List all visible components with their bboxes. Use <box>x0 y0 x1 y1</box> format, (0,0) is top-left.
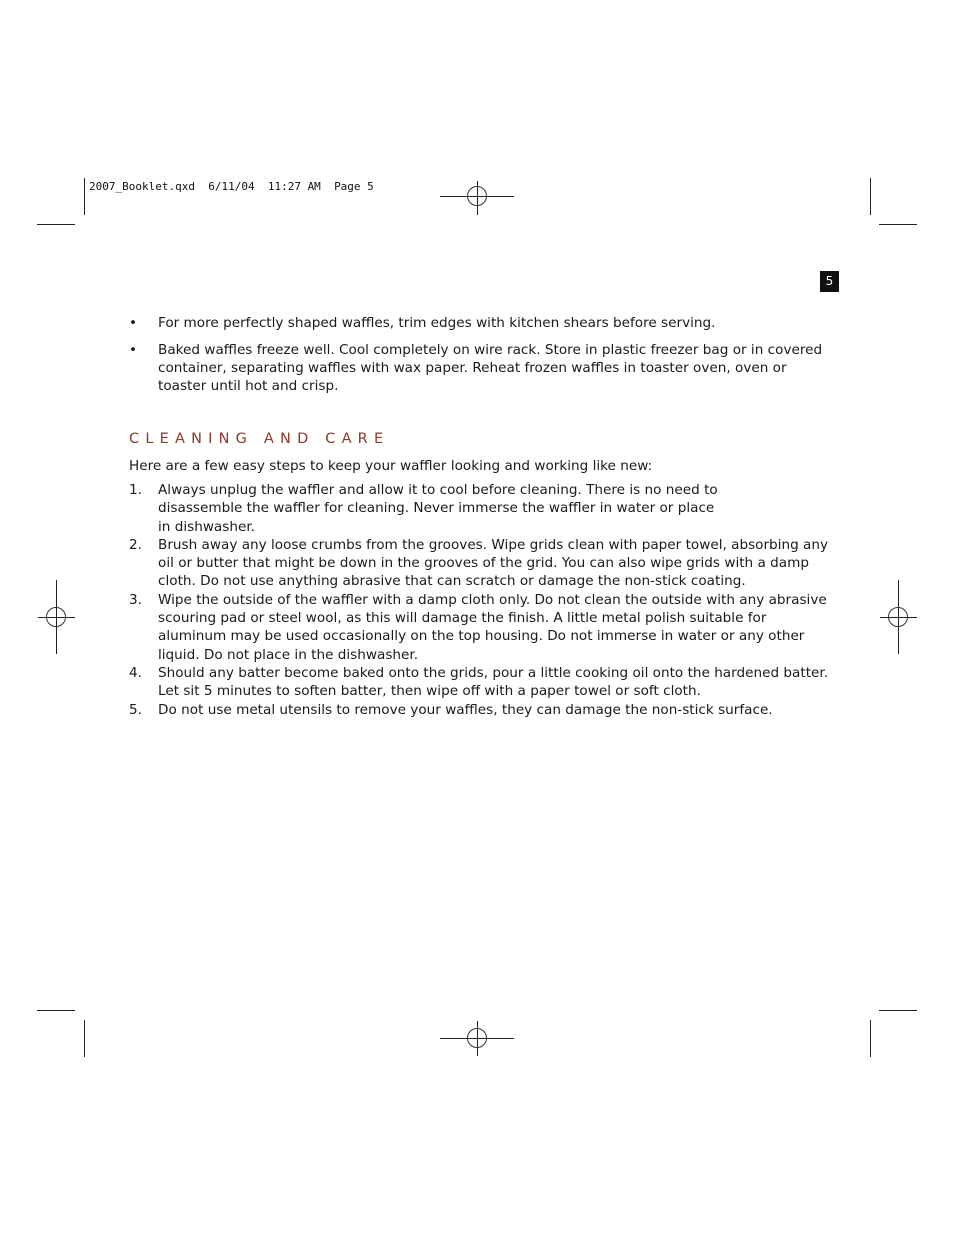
bullet-marker: • <box>129 315 138 331</box>
print-slug <box>89 180 374 193</box>
step-text: Always unplug the waffler and allow it to cool before cleaning. There is no need to disassemble the waffler for cleaning. Never immerse the waffler in water or place in dishwasher. <box>158 482 718 535</box>
registration-bottom-circle <box>467 1028 487 1048</box>
crop-mark-top-left-vertical <box>84 178 85 215</box>
step-text: Do not use metal utensils to remove your waffles, they can damage the non-stick surface. <box>158 701 773 718</box>
registration-right-circle <box>888 607 908 627</box>
step-number: 1. <box>129 482 142 498</box>
crop-mark-top-right-horizontal <box>879 224 917 225</box>
step-number: 3. <box>129 591 142 608</box>
crop-mark-top-right-vertical <box>870 178 871 215</box>
step-number: 2. <box>129 536 142 553</box>
crop-mark-top-left-horizontal <box>37 224 75 225</box>
crop-mark-bottom-right-vertical <box>870 1020 871 1057</box>
list-item <box>129 481 829 536</box>
list-item <box>129 536 829 591</box>
slug-file: 2007_Booklet.qxd <box>89 180 195 193</box>
bullet-marker: • <box>129 341 138 358</box>
slug-page: Page 5 <box>334 180 374 193</box>
slug-time: 11:27 AM <box>267 180 321 193</box>
page-number: 5 <box>820 271 839 292</box>
tip-text: Baked waffles freeze well. Cool completely on wire rack. Store in plastic freezer bag or in covered container, separating waffles with wax paper. Reheat frozen waffles in toaster oven, oven or toaster until hot and crisp. <box>158 341 823 395</box>
list-item <box>129 701 829 719</box>
section-heading: CLEANING AND CARE <box>129 431 390 447</box>
step-text: Should any batter become baked onto the grids, pour a little cooking oil onto the hardened batter. Let sit 5 minutes to soften batter, then wipe off with a paper towel or soft cloth. <box>158 664 829 700</box>
tip-text: For more perfectly shaped waffles, trim edges with kitchen shears before serving. <box>158 315 716 331</box>
tips-list <box>129 314 829 404</box>
registration-left-circle <box>46 607 66 627</box>
registration-top-circle <box>467 186 487 206</box>
section-intro: Here are a few easy steps to keep your waffler looking and working like new: <box>129 458 653 474</box>
list-item <box>129 591 829 664</box>
step-number: 5. <box>129 701 142 718</box>
crop-mark-bottom-right-horizontal <box>879 1010 917 1011</box>
step-text: Brush away any loose crumbs from the grooves. Wipe grids clean with paper towel, absorbing any oil or butter that might be down in the grooves of the grid. You can also wipe grids with a damp cloth. Do not use anything abrasive that can scratch or damage the non-stick coating. <box>158 536 829 590</box>
cleaning-steps-list <box>129 481 829 719</box>
list-item <box>129 314 829 332</box>
slug-date: 6/11/04 <box>208 180 255 193</box>
crop-mark-bottom-left-horizontal <box>37 1010 75 1011</box>
step-text: Wipe the outside of the waffler with a damp cloth only. Do not clean the outside with any abrasive scouring pad or steel wool, as this will damage the finish. A little metal polish suitable for aluminum may be used occasionally on the top housing. Do not immerse in water or any other liquid. Do not place in the dishwasher. <box>158 591 827 663</box>
crop-mark-bottom-left-vertical <box>84 1020 85 1057</box>
step-number: 4. <box>129 664 142 681</box>
list-item <box>129 341 829 396</box>
list-item <box>129 664 829 701</box>
